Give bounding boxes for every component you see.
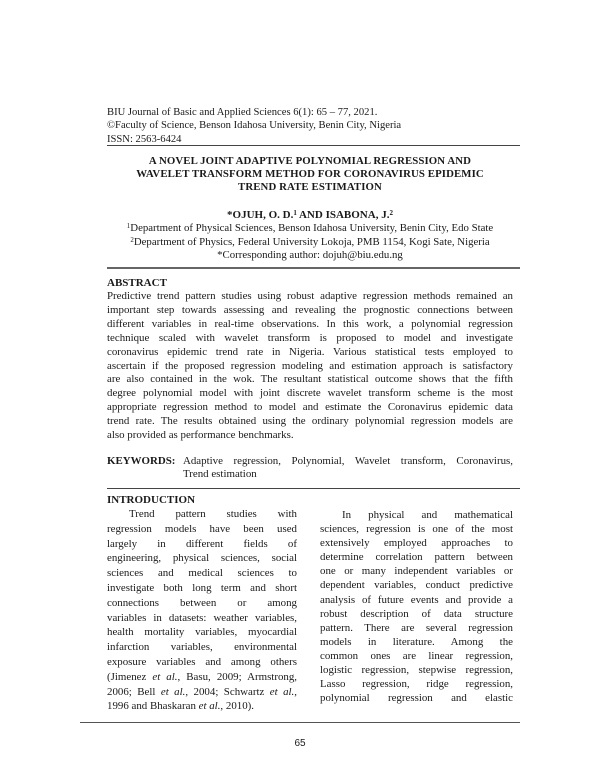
issn-line: ISSN: 2563-6424 <box>107 133 182 145</box>
text-line: 2006; Bell et al., 2004; Schwartz et al., <box>107 685 297 698</box>
text-line: (Jimenez et al., Basu, 2009; Armstrong, <box>107 670 297 683</box>
text-line: ascertain if the proposed regression modeling and estimation approach is satisfactory <box>107 359 513 372</box>
affiliations <box>107 222 513 263</box>
footer-divider <box>80 722 520 723</box>
text-line: analysis of future events and provide a <box>320 593 513 606</box>
keywords-line: Trend estimation <box>183 468 257 480</box>
abstract-heading: ABSTRACT <box>107 277 167 289</box>
text-line: logistic regression, stepwise regression, <box>320 664 513 677</box>
text-line: In physical and mathematical <box>342 509 513 521</box>
text-line: also provided as performance benchmarks. <box>107 429 294 442</box>
text-line: largely in different fields of <box>107 537 297 550</box>
intro-right-column <box>320 508 513 705</box>
header-divider <box>107 145 520 146</box>
text-line: degree polynomial model with joint discrete wavelet transform scheme is the most <box>107 387 513 400</box>
text-line: variables in datasets: weather variables, <box>107 611 297 624</box>
affiliation-divider <box>107 267 520 269</box>
aff-1-text: Department of Physical Sciences, Benson Idahosa University, Benin City, Edo State <box>130 222 494 234</box>
authors <box>107 209 513 221</box>
text-line: polynomial regression and elastic <box>320 692 513 705</box>
text-line: sciences and medical sciences to <box>107 567 297 580</box>
keywords-label: KEYWORDS: <box>107 455 176 467</box>
text-line: appropriate regression method to model and estimate the Coronavirus epidemic data <box>107 401 513 414</box>
intro-left-column <box>107 507 297 714</box>
title-line: A NOVEL JOINT ADAPTIVE POLYNOMIAL REGRESSION AND <box>148 155 472 167</box>
text-line: determine correlation pattern between <box>320 551 513 564</box>
text-line: are also contained in the wok. The resultant statistical outcome shows that the fifth <box>107 373 513 386</box>
affiliation-2 <box>107 236 513 250</box>
text-line: Lasso regression, ridge regression, <box>320 678 513 691</box>
keywords-line: Adaptive regression, Polynomial, Wavelet transform, Coronavirus, <box>183 455 513 467</box>
text-line: technique scaled with wavelet transform is proposed to model and investigate <box>107 331 513 344</box>
aff-2-sup: 2 <box>130 235 134 244</box>
text-line: exposure variables and among others <box>107 655 297 668</box>
corresponding-author: *Corresponding author: dojuh@biu.edu.ng <box>217 249 403 262</box>
text-line: coronavirus epidemic trend rate in Nigeria. Various statistical tests employed to <box>107 345 513 358</box>
journal-header <box>107 106 401 146</box>
text-line: robust description of data structure <box>320 607 513 620</box>
paper-title <box>107 155 513 195</box>
author-2: AND ISABONA, J. <box>296 209 390 221</box>
aff-2-text: Department of Physics, Federal University Lokoja, PMB 1154, Kogi Sate, Nigeria <box>133 235 490 248</box>
keywords-text <box>183 455 513 481</box>
title-line: TREND RATE ESTIMATION <box>238 181 382 194</box>
text-line: one or many independent variables or <box>320 565 513 578</box>
copyright-line: ©Faculty of Science, Benson Idahosa University, Benin City, Nigeria <box>107 120 402 132</box>
text-line: investigate both long term and short <box>107 581 297 594</box>
text-line: models in literature. Among the <box>320 635 513 648</box>
text-line: important step towards assessing and revealing the prognostic connections between <box>107 303 513 316</box>
text-line: sciences, regression is one of the most <box>320 523 513 536</box>
journal-citation: BIU Journal of Basic and Applied Sciences 6(1): 65 – 77, 2021. <box>107 107 378 118</box>
author-1-sup: 1 <box>293 209 297 217</box>
aff-1-sup: 1 <box>126 222 131 230</box>
text-line: dependent variables, conduct predictive <box>320 579 513 592</box>
text-line: common ones are linear regression, <box>320 649 513 662</box>
text-line: 1996 and Bhaskaran et al., 2010). <box>107 700 254 713</box>
text-line: Predictive trend pattern studies using robust adaptive regression methods remained an <box>107 290 513 302</box>
keywords-divider <box>107 488 520 489</box>
text-line: connections between or among <box>107 596 297 609</box>
text-line: infarction variables, environmental <box>107 641 297 654</box>
page-number: 65 <box>294 738 306 749</box>
author-2-sup: 2 <box>389 209 393 217</box>
author-1: *OJUH, O. D. <box>227 209 294 221</box>
text-line: extensively employed approaches to <box>320 537 513 550</box>
introduction-heading: INTRODUCTION <box>107 494 196 506</box>
text-line: engineering, physical sciences, social <box>107 552 297 565</box>
text-line: regression models have been used <box>107 522 297 535</box>
text-line: trend rate. The results obtained using the ordinary polynomial regression models are <box>107 415 513 428</box>
abstract-body <box>107 290 513 443</box>
text-line: pattern. There are several regression <box>320 621 513 634</box>
text-line: different variables in real-time observations. In this work, a polynomial regression <box>107 317 513 330</box>
title-line: WAVELET TRANSFORM METHOD FOR CORONAVIRUS EPIDEMIC <box>136 168 484 181</box>
affiliation-1 <box>107 222 513 236</box>
text-line: health mortality variables, myocardial <box>107 626 297 639</box>
text-line: Trend pattern studies with <box>129 508 297 520</box>
